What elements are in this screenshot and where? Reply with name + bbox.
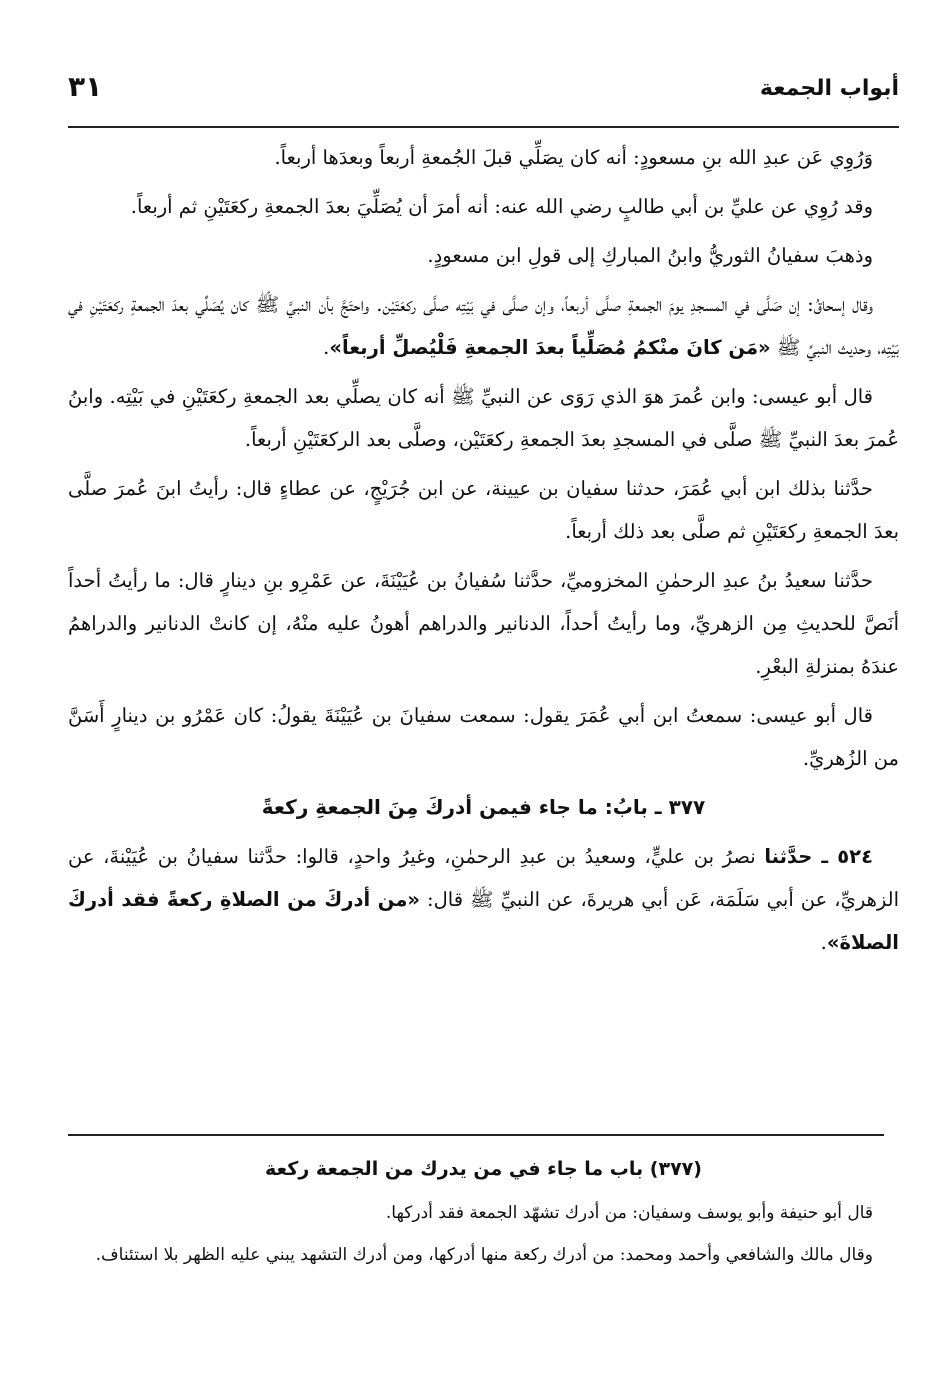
- chapter-heading: ٣٧٧ ـ بابُ: ما جاء فيمن أدركَ مِنَ الجمعةِ ركعةً: [261, 795, 706, 819]
- paragraph: قال أبو عيسى: سمعتُ ابن أبي عُمَرَ يقول: سمعت سفيانَ بن عُيَيْنَةَ يقولُ: كان عَمْرُو بن دينارٍ أَسَنَّ من الزُهريِّ.: [68, 704, 899, 770]
- paragraph: حدَّثنا سعيدُ بنُ عبدِ الرحمٰنِ المخزوميِّ، حدَّثنا سُفيانُ بن عُيَيْنَةَ، عن عَمْرِو بنِ دينارٍ قال: ما رأيتُ أحداً أنَصَّ للحديثِ مِن الزهريِّ، وما رأيتُ أحداً، الدنانير والدراهم أهونُ عليه منْهُ، إن كانتْ الدنانير والدراهمُ عندَهُ بمنزلةِ البعْرِ.: [68, 569, 899, 678]
- hadith-quote: «من أدركَ من الصلاةِ ركعةً فقد أدركَ الصلاةَ»: [68, 888, 899, 954]
- paragraph-end: .: [323, 336, 330, 359]
- paragraph: وقد رُوِي عن عليِّ بن أبي طالبٍ رضي الله عنه: أنه أمرَ أن يُصَلِّيَ بعدَ الجمعةِ ركعَتَيْنِ ثم أربعاً.: [130, 195, 873, 218]
- main-text: [68, 136, 899, 970]
- page-number: ٣١: [68, 70, 103, 103]
- paragraph-end: .: [820, 931, 827, 954]
- hadith-quote: «مَن كانَ منْكمُ مُصَلِّياً بعدَ الجمعةِ فَلْيُصلِّ أربعاً»: [329, 336, 771, 359]
- footnote-divider: [68, 1134, 884, 1136]
- hadith-number: ٥٢٤ ـ حدَّثنا: [764, 845, 873, 868]
- paragraph: حدَّثنا بذلك ابن أبي عُمَرَ، حدثنا سفيان بن عيينة، عن ابن جُرَيْجٍ، عن عطاءٍ قال: رأيتُ ابنَ عُمرَ صلَّى بعدَ الجمعةِ ركعَتَيْنِ ثم صلَّى بعد ذلك أربعاً.: [68, 477, 899, 543]
- paragraph-text: نصرُ بن عليٍّ، وسعيدُ بن عبدِ الرحمٰنِ، وغيرُ واحدٍ، قالوا: حدَّثنا سفيانُ بن عُيَيْنةَ، عن الزهريِّ، عن أبي سَلَمَة، عَن أبي هريرةَ، عن النبيِّ ﷺ قال:: [68, 845, 899, 911]
- footnote-paragraph: وقال مالك والشافعي وأحمد ومحمد: من أدرك ركعة منها أدركها، ومن أدرك التشهد يبني عليه الظهر بلا استئناف.: [95, 1245, 873, 1265]
- paragraph: وَرُوِي عَن عبدِ الله بنِ مسعودٍ: أنه كان يصَلِّي قبلَ الجُمعةِ أربعاً وبعدَها أربعاً.: [274, 146, 873, 169]
- paragraph: وذهبَ سفيانُ الثوريُّ وابنُ المباركِ إلى قولِ ابن مسعودٍ.: [427, 244, 873, 267]
- running-header: [68, 66, 899, 128]
- paragraph: [68, 283, 899, 369]
- paragraph: [68, 835, 899, 964]
- footnotes: [68, 1150, 899, 1278]
- paragraph-text: وقال إسحاقُ: إن صَلَّى في المسجدِ يومَ الجمعةِ صلَّى أربعاً، وإن صلَّى في بَيْتِه صلَّى ركعَتَيْن. واحتَجَّ بأن النبيَّ ﷺ كان يُصَلِّي بعدَ الجمعةِ ركعَتَيْنِ في بَيْتِه، وحديث النبيِّ ﷺ: [68, 293, 899, 359]
- paragraph: قال أبو عيسى: وابن عُمرَ هوَ الذي رَوَى عن النبيِّ ﷺ أنه كان يصلِّي بعد الجمعةِ ركعَتَيْنِ في بَيْتِه. وابنُ عُمرَ بعدَ النبيِّ ﷺ صلَّى في المسجدِ بعدَ الجمعةِ ركعَتَيْن، وصلَّى بعد الركعَتَيْنِ أربعاً.: [68, 385, 899, 451]
- footnote-heading: (٣٧٧) باب ما جاء في من يدرك من الجمعة ركعة: [265, 1158, 702, 1180]
- header-title: أبواب الجمعة: [759, 76, 899, 101]
- footnote-paragraph: قال أبو حنيفة وأبو يوسف وسفيان: من أدرك تشهّد الجمعة فقد أدركها.: [385, 1203, 873, 1223]
